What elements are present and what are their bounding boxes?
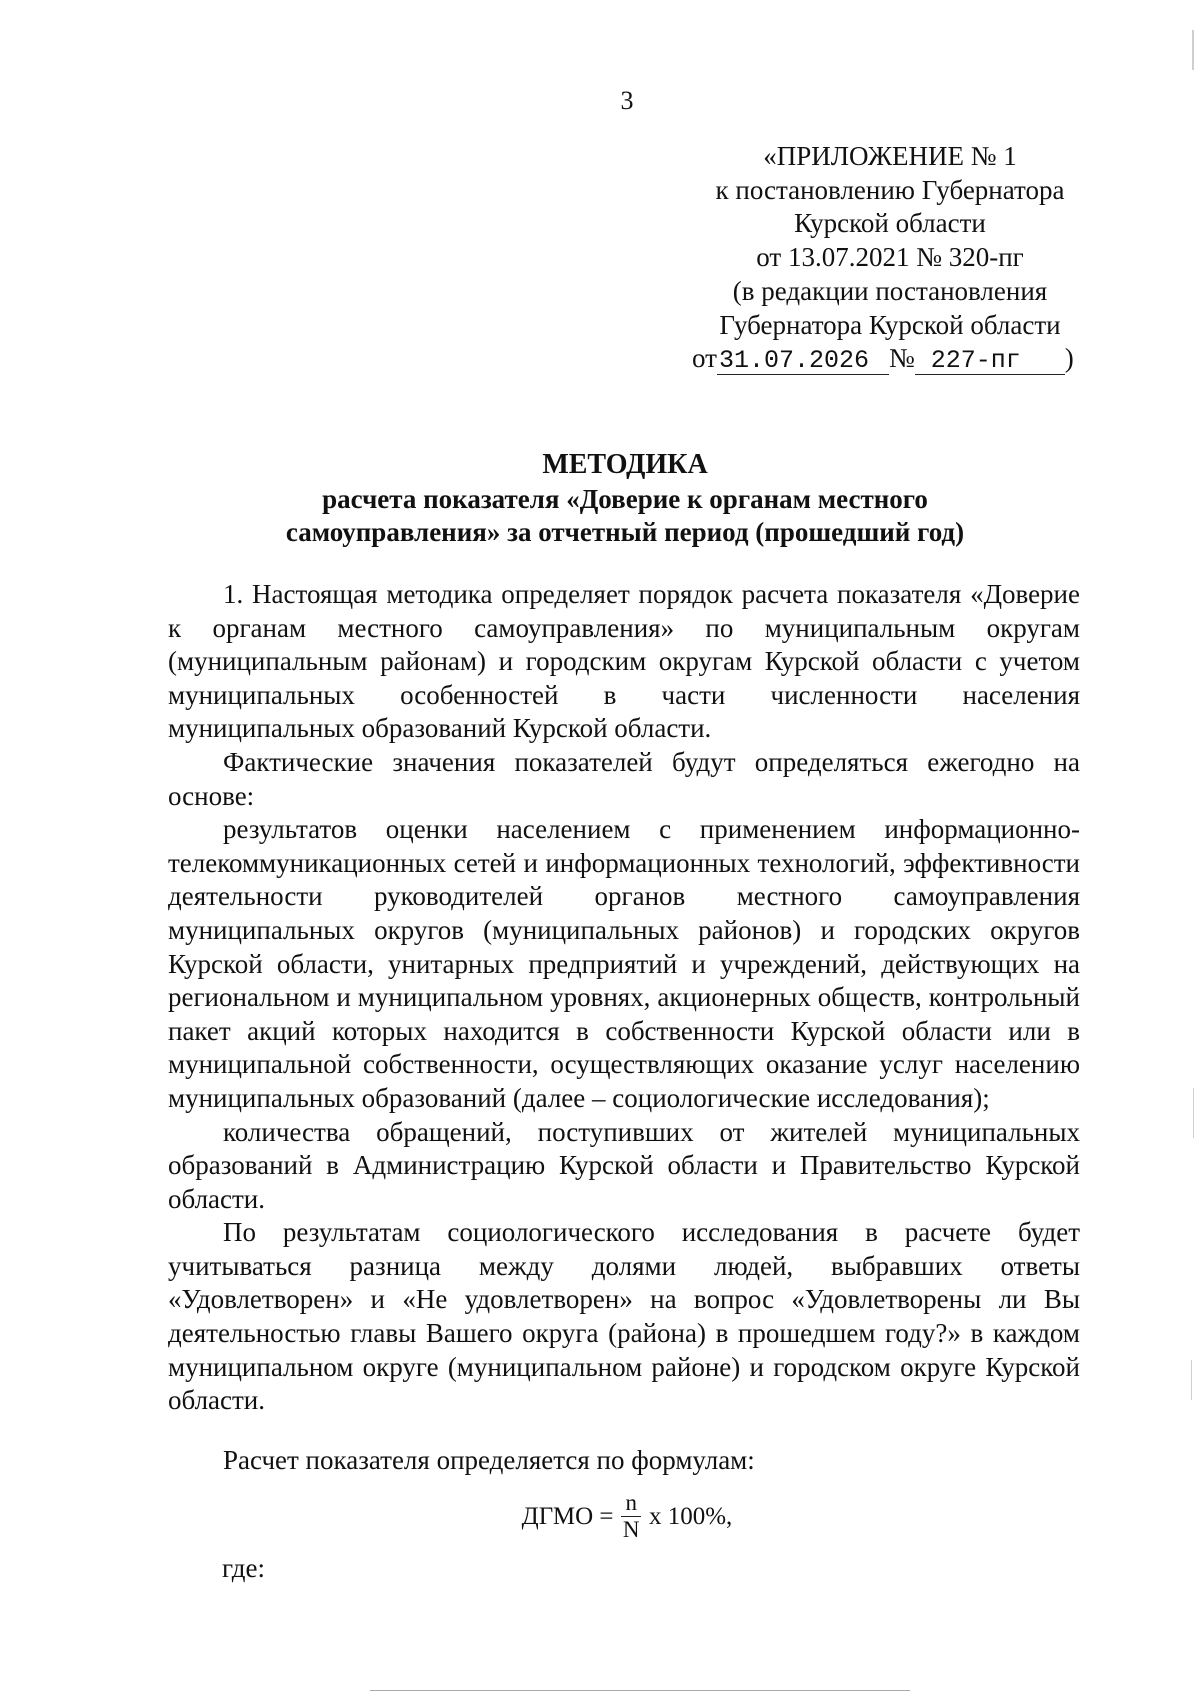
stamp-close: ) [1064, 343, 1074, 374]
scan-mark [1193, 1088, 1194, 1138]
annex-title: «ПРИЛОЖЕНИЕ № 1 [763, 141, 1017, 171]
paragraph: 1. Настоящая методика определяет порядок расчета показателя «Доверие к органам местного самоуправления» по муниципальным округам (муниципальным районам) и городским округам Курской области с учетом муниципальных особенностей в части численности населения муниципальных образований Курской области. [168, 579, 1080, 744]
formula-numerator: n [621, 1490, 641, 1517]
document-title [200, 448, 1050, 549]
page-number: 3 [620, 86, 634, 115]
scan-mark [1191, 1360, 1192, 1400]
annex-line: Губернатора Курской области [719, 309, 1061, 340]
title-subtitle: самоуправления» за отчетный период (прошедший год) [285, 517, 965, 547]
formula-denominator: N [622, 1517, 640, 1542]
annex-stamp-line [668, 342, 1112, 376]
annex-line: (в редакции постановления [732, 275, 1048, 306]
title-main: МЕТОДИКА [542, 449, 708, 480]
scan-mark [1192, 30, 1194, 70]
formula-lhs: ДГМО = [521, 1502, 614, 1530]
annex-header [668, 140, 1112, 376]
body-text [168, 578, 1080, 1477]
title-subtitle: расчета показателя «Доверие к органам местного [322, 484, 928, 514]
paragraph: Расчет показателя определяется по формулам: [223, 1444, 755, 1475]
paragraph: По результатам социологического исследования в расчете будет учитываться разница между долями людей, выбравших ответы «Удовлетворен» и «Не удовлетворен» на вопрос «Удовлетворены ли Вы деятельностью главы Вашего округа (района) в прошедшем году?» в каждом муниципальном округе (муниципальном районе) и городском округе Курской области. [168, 1217, 1080, 1416]
where-label: где: [222, 1553, 265, 1583]
stamp-number-sign: № [888, 343, 915, 374]
formula [0, 1490, 1200, 1543]
annex-line: Курской области [794, 208, 986, 239]
scan-edge-line [370, 1690, 910, 1691]
stamp-number: 227-пг [915, 348, 1065, 375]
paragraph: количества обращений, поступивших от жителей муниципальных образований в Администрацию Курской области и Правительство Курской области. [168, 1116, 1080, 1214]
formula-fraction [621, 1490, 641, 1543]
annex-line: к постановлению Губернатора [715, 174, 1065, 205]
paragraph: Фактические значения показателей будут определяться ежегодно на основе: [168, 746, 1080, 811]
formula-rhs: x 100%, [648, 1502, 733, 1530]
paragraph: результатов оценки населением с применением информационно-телекоммуникационных сетей и информационных технологий, эффективности деятельности руководителей органов местного самоуправления муниципальных округов (муниципальных районов) и городских округов Курской области, унитарных предприятий и учреждений, действующих на региональном и муниципальном уровнях, акционерных обществ, контрольный пакет акций которых находится в собственности Курской области или в муниципальной собственности, осуществляющих оказание услуг населению муниципальных образований (далее – социологические исследования); [168, 814, 1080, 1113]
annex-line: от 13.07.2021 № 320-пг [756, 242, 1024, 273]
stamp-prefix: от [692, 343, 717, 374]
stamp-date: 31.07.2026 [717, 348, 889, 375]
